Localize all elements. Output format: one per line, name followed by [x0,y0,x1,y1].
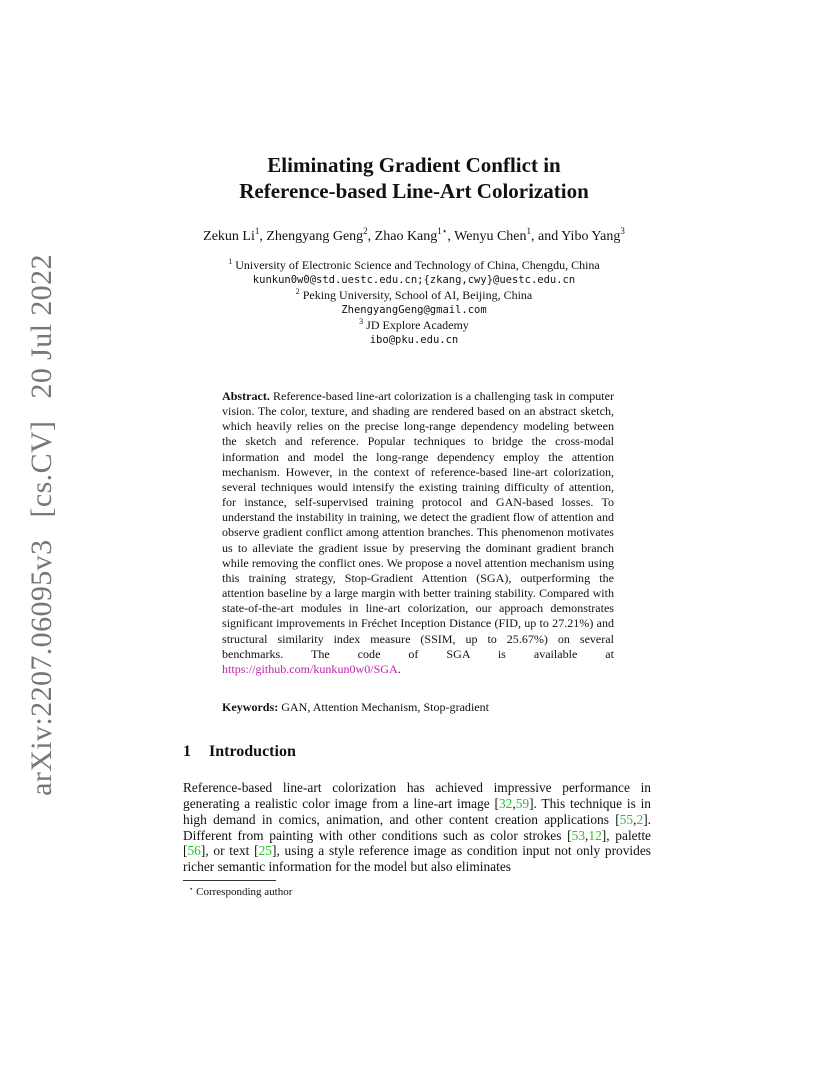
citation-link[interactable]: 53 [571,827,586,843]
author-affil-mark: 1⋆ [437,226,448,236]
abstract-end: . [397,661,401,676]
intro-text: ], or text [ [200,843,259,859]
arxiv-date: 20 Jul 2022 [25,254,58,399]
intro-text: , [585,827,589,843]
intro-text: ]. This technique is in high demand in comics, animation, and other content creation applications [ [183,795,651,827]
affiliation-email: ZhengyangGeng@gmail.com [341,304,487,316]
citation-link[interactable]: 25 [258,843,272,859]
intro-text: , [512,795,516,811]
author-name: Zhao Kang [374,229,438,244]
author-conjunction: and [538,229,559,244]
citation-link[interactable]: 55 [619,811,634,827]
citation-link[interactable]: 59 [515,795,530,811]
intro-paragraph [183,780,651,875]
affiliation-line [0,288,828,303]
keywords-label: Keywords: [222,700,279,714]
keywords [222,700,614,715]
keywords-text: GAN, Attention Mechanism, Stop-gradient [281,700,490,714]
title-line-2: Reference-based Line-Art Colorization [239,179,589,203]
intro-text: ]. Different from painting with other conditions such as color strokes [ [183,811,651,843]
author-affil-mark: 2 [363,226,368,236]
author-affil-mark: 1 [526,226,532,236]
footnote-rule [183,880,276,881]
citation-link[interactable]: 12 [588,827,602,843]
intro-text: ], palette [ [183,827,651,859]
affiliation-name: University of Electronic Science and Technology of China, Chengdu, China [235,258,600,272]
affiliation-email: kunkun0w0@std.uestc.edu.cn;{zkang,cwy}@uestc.edu.cn [252,274,576,286]
author-affil-mark: 3 [620,226,625,236]
citation-link[interactable]: 56 [187,843,201,859]
affiliation-name: JD Explore Academy [366,318,469,332]
abstract-label: Abstract. [222,389,270,403]
affiliations [0,258,828,348]
footnote-mark: ⋆ [189,885,194,893]
author-list: Zekun Li$^1$, Zhengyang Geng$^2$, Zhao Kang$^{1⋆}$, Wenyu Chen$^1$, and Yibo Yang$^3$ [203,226,625,244]
abstract [222,389,614,677]
section-title: Introduction [209,743,296,760]
section-number: 1 [183,743,191,760]
section-heading [183,742,296,762]
author-name: Zhengyang Geng [266,229,364,244]
intro-text: , [633,811,637,827]
affiliation-email: ibo@pku.edu.cn [369,334,459,346]
intro-text: Reference-based line-art colorization has achieved impressive performance in generating a realistic color image from a line-art image [ [183,780,651,811]
affiliation-mark: 3 [359,317,364,326]
title-line-1: Eliminating Gradient Conflict in [267,153,561,177]
code-link[interactable]: https://github.com/kunkun0w0/SGA [222,661,398,676]
footnote [189,885,292,899]
intro-text: ], using a style reference image as condition input not only provides richer semantic information for the model but also eliminates [183,843,652,875]
paper-title [0,152,828,204]
affiliation-mark: 2 [295,287,300,296]
affiliation-name: Peking University, School of AI, Beijing, China [302,288,533,302]
author-name: Wenyu Chen [454,229,527,244]
citation-link[interactable]: 2 [636,811,644,827]
arxiv-id: arXiv:2207.06095v3 [25,539,58,796]
author-name: Yibo Yang [561,229,621,244]
footnote-text: Corresponding author [196,886,293,898]
abstract-text: Reference-based line-art colorization is a challenging task in computer vision. The color, texture, and shading are rendered based on an abstract sketch, which heavily relies on the precise long-range dependency modeling between the sketch and reference. Popular techniques to bridge the cross-modal information and model the long-range dependency employ the attention mechanism. However, in the context of reference-based line-art colorization, several techniques would intensify the existing training difficulty of attention, for instance, self-supervised training protocol and GAN-based losses. To understand the instability in training, we detect the gradient flow of attention and observe gradient conflict among attention branches. This phenomenon motivates us to alleviate the gradient issue by preserving the dominant gradient branch while removing the conflict ones. We propose a novel attention mechanism using this training strategy, Stop-Gradient Attention (SGA), outperforming the attention baseline by a large margin with better training stability. Compared with state-of-the-art modules in line-art colorization, our approach demonstrates significant improvements in Fréchet Inception Distance (FID, up to 27.21%) and structural similarity index measure (SSIM, up to 25.67%) on several benchmarks. The code of SGA is available at [222,389,614,661]
affiliation-line [0,318,828,333]
author-affil-mark: 1 [254,226,260,236]
arxiv-category: [cs.CV] [25,420,58,518]
affiliation-line [0,258,828,273]
citation-link[interactable]: 32 [498,795,513,811]
author-name: Zekun Li [203,229,255,244]
affiliation-mark: 1 [228,257,233,266]
